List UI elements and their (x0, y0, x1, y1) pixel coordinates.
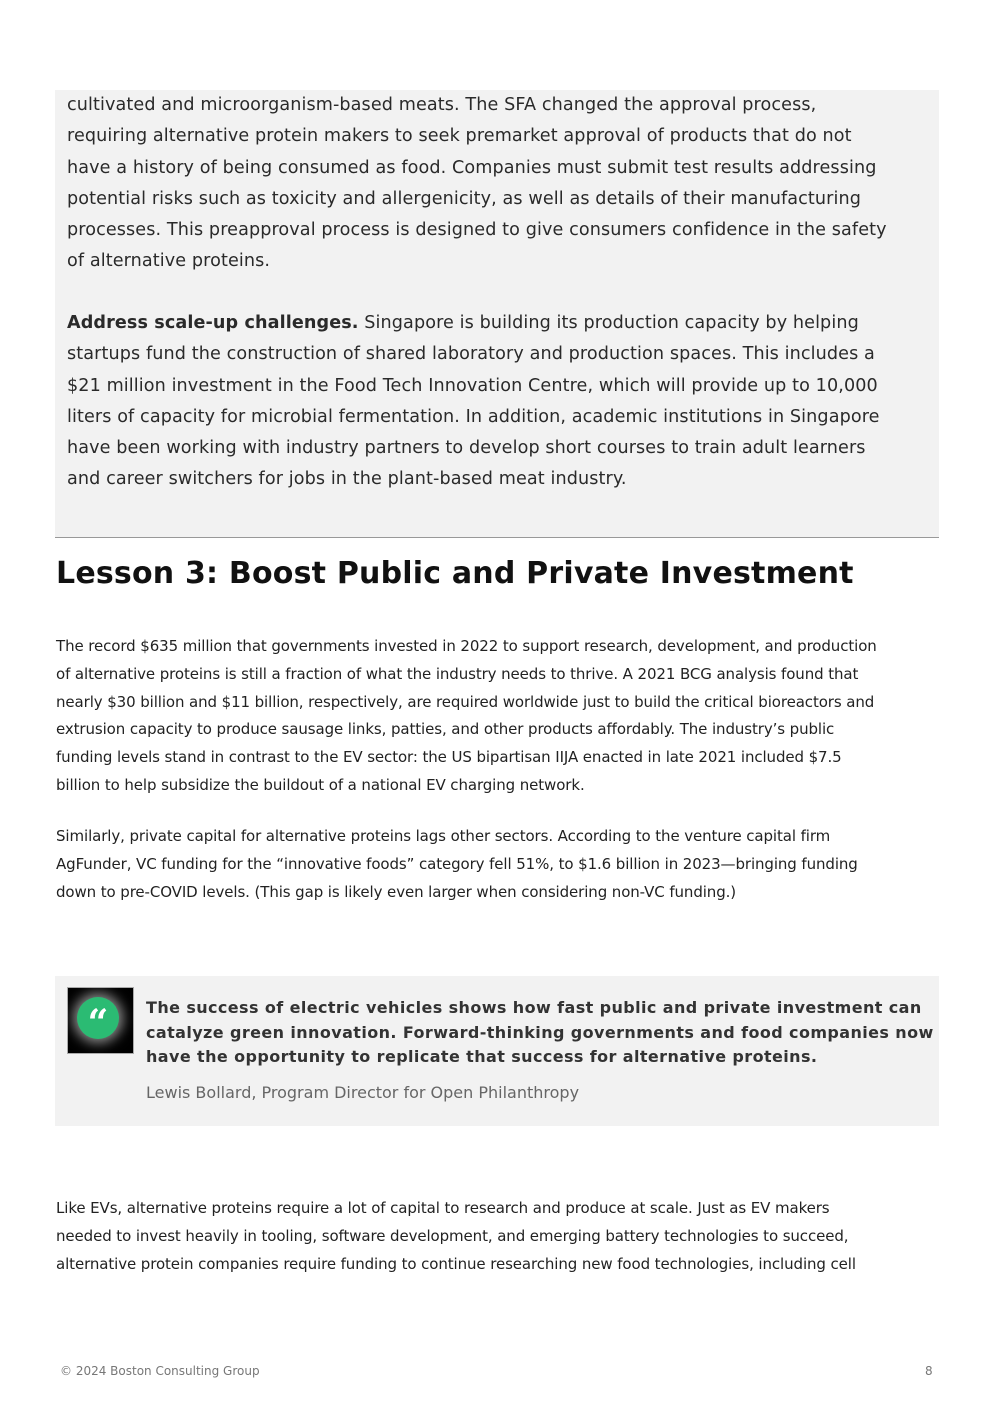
text-line: cultivated and microorganism-based meats. The SFA changed the approval process, (67, 95, 817, 115)
body-paragraph (56, 1195, 856, 1278)
text-line: have the opportunity to replicate that success for alternative proteins. (146, 1047, 818, 1066)
text-line: The record $635 million that governments invested in 2022 to support research, development, and production (56, 637, 877, 655)
text-line: nearly $30 billion and $11 billion, respectively, are required worldwide just to build the critical bioreactors and (56, 692, 875, 711)
quote-attribution: Lewis Bollard, Program Director for Open Philanthropy (146, 1083, 580, 1102)
text-line: extrusion capacity to produce sausage links, patties, and other products affordably. The industry’s public (56, 720, 835, 739)
text-line: of alternative proteins is still a fraction of what the industry needs to thrive. A 2021 BCG analysis found that (56, 664, 859, 683)
quote-text (146, 996, 934, 1070)
quote-icon (67, 987, 134, 1054)
quote-mark-circle: “ (77, 997, 119, 1039)
text-line: funding levels stand in contrast to the EV sector: the US bipartisan IIJA enacted in late 2021 included $7.5 (56, 748, 842, 767)
footer-copyright: © 2024 Boston Consulting Group (60, 1364, 260, 1378)
text-line: have a history of being consumed as food. Companies must submit test results addressing (67, 157, 877, 178)
text-line: liters of capacity for microbial fermentation. In addition, academic institutions in Singapore (67, 406, 880, 427)
text-line: startups fund the construction of shared laboratory and production spaces. This includes a (67, 344, 875, 365)
text-line: The success of electric vehicles shows how fast public and private investment can (146, 998, 922, 1017)
pull-quote (55, 976, 939, 1126)
text-line: catalyze green innovation. Forward-thinking governments and food companies now (146, 1022, 934, 1042)
lead-in: Address scale-up challenges. (67, 313, 359, 333)
text-line: requiring alternative protein makers to seek premarket approval of products that do not (67, 126, 852, 147)
text-line: processes. This preapproval process is designed to give consumers confidence in the safety (67, 220, 887, 241)
sidebar-paragraph (67, 90, 887, 278)
text-line: potential risks such as toxicity and allergenicity, as well as details of their manufacturing (67, 188, 861, 209)
sidebar-paragraph-scale-up (67, 308, 880, 496)
text-line: of alternative proteins. (67, 251, 271, 272)
text-line: and career switchers for jobs in the plant-based meat industry. (67, 469, 627, 490)
text-line (67, 308, 880, 339)
body-paragraph (56, 823, 858, 906)
text-line: billion to help subsidize the buildout of a national EV charging network. (56, 775, 585, 794)
text-line: Similarly, private capital for alternative proteins lags other sectors. According to the venture capital firm (56, 827, 831, 845)
text-line: Like EVs, alternative proteins require a lot of capital to research and produce at scale. Just as EV makers (56, 1199, 830, 1217)
singapore-sidebar-box (55, 90, 939, 538)
text-line: $21 million investment in the Food Tech Innovation Centre, which will provide up to 10,000 (67, 375, 878, 396)
page-number: 8 (925, 1364, 933, 1378)
text-segment: Singapore is building its production capacity by helping (358, 313, 859, 333)
text-line: alternative protein companies require funding to continue researching new food technologies, including cell (56, 1254, 856, 1273)
text-line: needed to invest heavily in tooling, software development, and emerging battery technologies to succeed, (56, 1226, 849, 1245)
text-line: have been working with industry partners to develop short courses to train adult learners (67, 438, 866, 459)
section-heading: Lesson 3: Boost Public and Private Investment (56, 556, 854, 591)
text-line: AgFunder, VC funding for the “innovative foods” category fell 51%, to $1.6 billion in 2023—bringing funding (56, 854, 858, 873)
body-paragraph (56, 633, 877, 800)
text-line: down to pre-COVID levels. (This gap is likely even larger when considering non-VC funding.) (56, 882, 737, 901)
